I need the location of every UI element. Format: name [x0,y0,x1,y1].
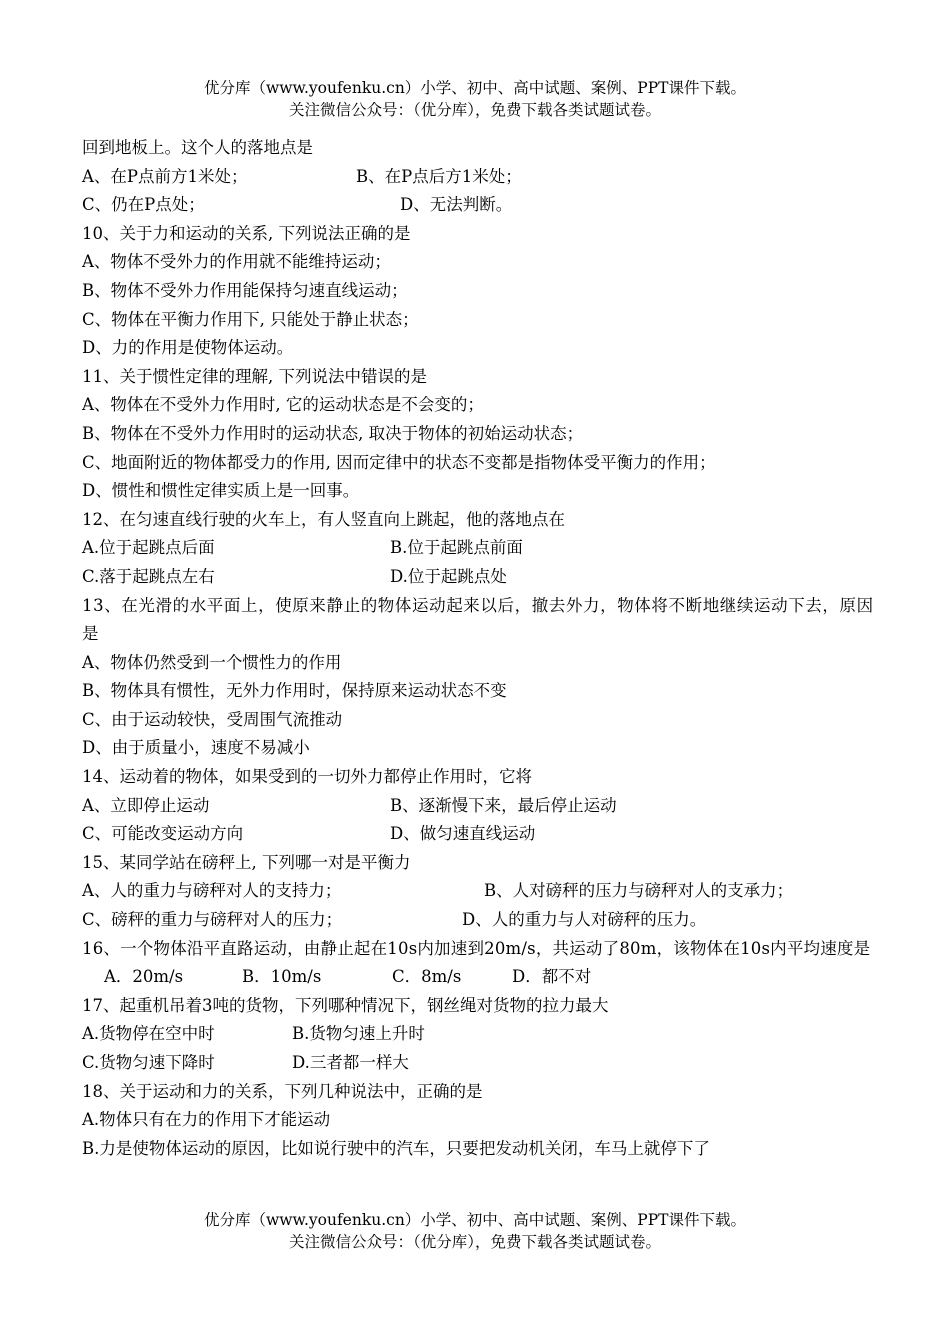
q17-options-row-2 [82,1049,877,1078]
q14-stem: 14、运动着的物体，如果受到的一切外力都停止作用时，它将 [82,767,532,787]
q17-stem: 17、起重机吊着3吨的货物，下列哪种情况下，钢丝绳对货物的拉力最大 [82,995,609,1015]
q9-options-row-2 [82,191,877,220]
header-line-2: 关注微信公众号：（优分库），免费下载各类试题试卷。 [288,101,661,119]
q11-option-d: D、惯性和惯性定律实质上是一回事。 [82,481,360,501]
q16-option-d: D．都不对 [512,967,592,987]
q14-option-a: A、立即停止运动 [82,795,210,815]
page-header [0,77,950,121]
q13-option-d: D、由于质量小，速度不易减小 [82,738,310,758]
question-list [82,134,877,1163]
q12-option-c: C.落于起跳点左右 [82,566,215,586]
q10-option-c: C、物体在平衡力作用下, 只能处于静止状态； [82,309,419,329]
q16-option-b: B．10m/s [242,967,322,987]
q10-option-d: D、力的作用是使物体运动。 [82,338,294,358]
q12-stem: 12、在匀速直线行驶的火车上，有人竖直向上跳起，他的落地点在 [82,509,565,529]
q16-option-c: C．8m/s [392,967,462,987]
q9-stem-tail: 回到地板上。这个人的落地点是 [82,138,313,157]
q13-option-b: B、物体具有惯性，无外力作用时，保持原来运动状态不变 [82,681,507,701]
q9-option-a: A、在P点前方1米处； [82,166,248,186]
q12-option-a: A.位于起跳点后面 [82,538,215,558]
q15-options-row-2 [82,906,877,935]
q12-options-row-2 [82,563,877,592]
q13-option-a: A、物体仍然受到一个惯性力的作用 [82,652,342,672]
q14-option-d: D、做匀速直线运动 [390,824,536,844]
q16-option-a: A．20m/s [104,967,184,987]
q17-options-row-1 [82,1020,877,1049]
q12-option-b: B.位于起跳点前面 [390,538,523,558]
q17-option-c: C.货物匀速下降时 [82,1053,215,1072]
q18-stem: 18、关于运动和力的关系，下列几种说法中，正确的是 [82,1081,483,1101]
footer-line-2: 关注微信公众号：（优分库），免费下载各类试题试卷。 [288,1233,661,1251]
q15-option-b: B、人对磅秤的压力与磅秤对人的支承力； [484,881,794,901]
q14-options-row-2 [82,820,877,849]
q15-option-a: A、人的重力与磅秤对人的支持力； [82,881,342,901]
q14-option-b: B、逐渐慢下来，最后停止运动 [390,795,617,815]
q9-option-b: B、在P点后方1米处； [356,166,522,186]
q9-option-d: D、无法判断。 [400,195,513,215]
q16-options-row [82,963,877,992]
q11-option-a: A、物体在不受外力作用时, 它的运动状态是不会变的； [82,395,484,415]
q15-options-row-1 [82,877,877,906]
q11-stem: 11、关于惯性定律的理解, 下列说法中错误的是 [82,366,427,386]
q15-option-c: C、磅秤的重力与磅秤对人的压力； [82,910,343,930]
q16-stem: 16、一个物体沿平直路运动，由静止起在10s内加速到20m/s，共运动了80m，该物体在10s内平均速度是 [82,938,871,958]
q12-option-d: D.位于起跳点处 [390,566,507,586]
q17-option-d: D.三者都一样大 [292,1053,409,1072]
q15-option-d: D、人的重力与人对磅秤的压力。 [462,910,707,930]
q17-option-b: B.货物匀速上升时 [292,1024,425,1044]
q10-option-b: B、物体不受外力作用能保持匀速直线运动； [82,280,408,300]
q14-options-row-1 [82,792,877,821]
q14-option-c: C、可能改变运动方向 [82,824,244,844]
header-line-1: 优分库（www.youfenku.cn）小学、初中、高中试题、案例、PPT课件下载。 [203,79,747,97]
q9-option-c: C、仍在P点处； [82,195,205,215]
q11-option-c: C、地面附近的物体都受力的作用, 因而定律中的状态不变都是指物体受平衡力的作用； [82,452,716,472]
q12-options-row-1 [82,534,877,563]
q18-option-a: A.物体只有在力的作用下才能运动 [82,1110,331,1130]
q11-option-b: B、物体在不受外力作用时的运动状态, 取决于物体的初始运动状态； [82,423,584,443]
page-footer [0,1209,950,1253]
q13-stem: 13、在光滑的水平面上，使原来静止的物体运动起来以后，撤去外力，物体将不断地继续运动下去，原因是 [82,595,874,644]
q18-option-b: B.力是使物体运动的原因，比如说行驶中的汽车，只要把发动机关闭，车马上就停下了 [82,1138,710,1158]
q13-option-c: C、由于运动较快，受周围气流推动 [82,709,343,729]
q15-stem: 15、某同学站在磅秤上, 下列哪一对是平衡力 [82,852,411,872]
q9-options-row-1 [82,163,877,192]
q10-stem: 10、关于力和运动的关系, 下列说法正确的是 [82,223,411,243]
q17-option-a: A.货物停在空中时 [82,1024,215,1044]
footer-line-1: 优分库（www.youfenku.cn）小学、初中、高中试题、案例、PPT课件下载。 [203,1211,747,1229]
q10-option-a: A、物体不受外力的作用就不能维持运动； [82,252,391,272]
